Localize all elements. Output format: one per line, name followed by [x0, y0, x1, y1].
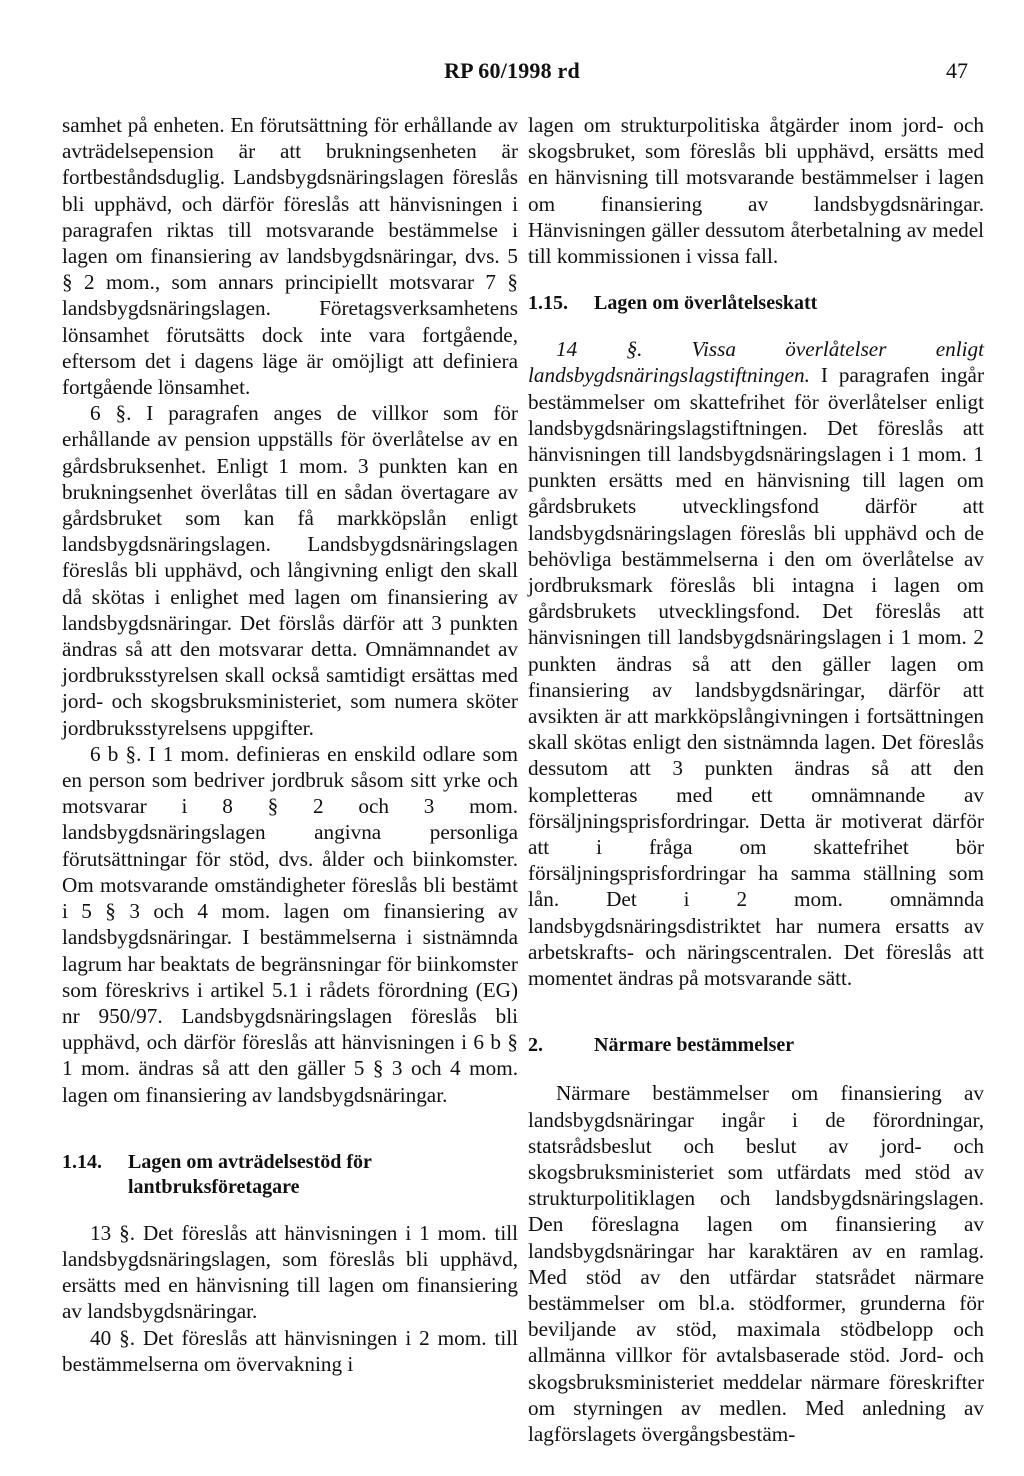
paragraph-body: I paragrafen ingår bestämmelser om skattefrihet för överlåtelser enligt landsbygdsnäringslagstiftningen. Det föreslås att hänvisningen till landsbygdsnäringslagen i 1 mom. 1 punkten ersätts med en hänvisning till lagen om gårdsbrukets utvecklingsfond därför att landsbygdsnäringslagen föreslås bli upphävd och de behövliga bestämmelserna i den om överlåtelse av jordbruksmark föreslås bli intagna i lagen om gårdsbrukets utvecklingsfond. Det föreslås att hänvisningen till landsbygdsnäringslagen i 1 mom. 2 punkten ändras så att den gäller lagen om finansiering av landsbygdsnäringar, därför att avsikten är att markköpslångivningen i fortsättningen skall skötas enligt den sistnämnda lagen. Det föreslås dessutom att 3 punkten ändras så att den kompletteras med ett omnämnande av försäljningsprisfordringar. Detta är motiverat därför att i fråga om skattefrihet bör försäljningsprisfordringar ha samma ställning som lån. Det i 2 mom. omnämnda landsbygdsnäringsdistriktet har numera ersatts av arbetskrafts- och näringscentralen. Det föreslås att momentet ändras på motsvarande sätt. [528, 363, 984, 991]
paragraph: Närmare bestämmelser om finansiering av landsbygdsnäringar ingår i de förordningar, statsrådsbeslut och beslut av jord- och skogsbruksministeriet som utfärdats med stöd av strukturpolitiklagen och landsbygdsnäringslagen. Den föreslagna lagen om finansiering av landsbygdsnäringar har karaktären av en ramlag. Med stöd av den utfärdar statsrådet närmare bestämmelser om bl.a. stödformer, grunderna för beviljande av stöd, maximala stödbelopp och allmänna villkor för avtalsbaserade stöd. Jord- och skogsbruksministeriet meddelar närmare föreskrifter om styrningen av medlen. Med anledning av lagförslagets övergångsbestäm- [528, 1081, 984, 1446]
paragraph: samhet på enheten. En förutsättning för erhållande av avträdelsepension är att brukningsenheten är fortbeståndsduglig. Landsbygdsnäringslagen föreslås bli upphävd, och därför föreslås att hänvisningen i paragrafen riktas till motsvarande bestämmelse i lagen om finansiering av landsbygdsnäringar, dvs. 5 § 2 mom., som annars principiellt motsvarar 7 § landsbygdsnäringslagen. Företagsverksamhetens lönsamhet förutsätts dock inte vara fortgående, eftersom det i dagens läge är omöjligt att definiera fortgående lönsamhet. [62, 113, 518, 400]
paragraph: 40 §. Det föreslås att hänvisningen i 2 mom. till bestämmelserna om övervakning i [62, 1325, 518, 1376]
paragraph: 13 §. Det föreslås att hänvisningen i 1 mom. till landsbygdsnäringslagen, som föreslås bli upphävd, ersätts med en hänvisning till lagen om finansiering av landsbygdsnäringar. [62, 1220, 518, 1324]
section-number: 1.14. [62, 1150, 102, 1173]
right-column [528, 112, 984, 1447]
paragraph: lagen om strukturpolitiska åtgärder inom jord- och skogsbruket, som föreslås bli upphävd, ersätts med en hänvisning till motsvarande bestämmelser i lagen om finansiering av landsbygdsnäringar. Hänvisningen gäller dessutom återbetalning av medel till kommissionen i vissa fall. [528, 113, 984, 269]
paragraph: 6 §. I paragrafen anges de villkor som för erhållande av pension uppställs för överlåtelse av en gårdsbruksenhet. Enligt 1 mom. 3 punkten kan en brukningsenhet överlåtas till en sådan övertagare av gårdsbruket som kan få markköpslån enligt landsbygdsnäringslagen. Landsbygdsnäringslagen föreslås bli upphävd, och långivning enligt den skall då skötas i enlighet med lagen om finansiering av landsbygdsnäringar. Det förslås därför att 3 punkten ändras så att den motsvarar detta. Omnämnandet av jordbruksstyrelsen skall också samtidigt ersättas med jord- och skogsbruksministeriet, som numera sköter jordbruksstyrelsens uppgifter. [62, 401, 518, 740]
section-heading [528, 291, 984, 316]
paragraph: 6 b §. I 1 mom. definieras en enskild odlare som en person som bedriver jordbruk såsom sitt yrke och motsvarar i 8 § 2 och 3 mom. landsbygdsnäringslagen angivna personliga förutsättningar för stöd, dvs. ålder och biinkomster. Om motsvarande omständigheter föreslås bli bestämt i 5 § 3 och 4 mom. lagen om finansiering av landsbygdsnäringar. I bestämmelserna i sistnämnda lagrum har beaktats de begränsningar för biinkomster som föreskrivs i artikel 5.1 i rådets förordning (EG) nr 950/97. Landsbygdsnäringslagen föreslås bli upphävd, och därför föreslås att hänvisningen i 6 b § 1 mom. ändras så att den gäller 5 § 3 och 4 mom. lagen om finansiering av landsbygdsnäringar. [62, 741, 518, 1107]
section-heading [528, 1033, 984, 1058]
paragraph-lead: 14 §. Vissa överlåtelser enligt landsbygdsnäringslagstiftningen. [528, 337, 984, 388]
section-number: 2. [528, 1034, 543, 1057]
left-column [62, 112, 518, 1377]
section-title: Närmare bestämmelser [594, 1034, 795, 1057]
paragraph [528, 336, 984, 991]
page-number: 47 [946, 58, 968, 83]
document-title: RP 60/1998 rd [444, 58, 580, 83]
section-number: 1.15. [528, 292, 568, 315]
section-title: Lagen om överlåtelseskatt [594, 292, 818, 315]
section-heading [62, 1150, 518, 1200]
section-title: Lagen om avträdelsestöd för lantbruksföretagare [128, 1150, 372, 1198]
